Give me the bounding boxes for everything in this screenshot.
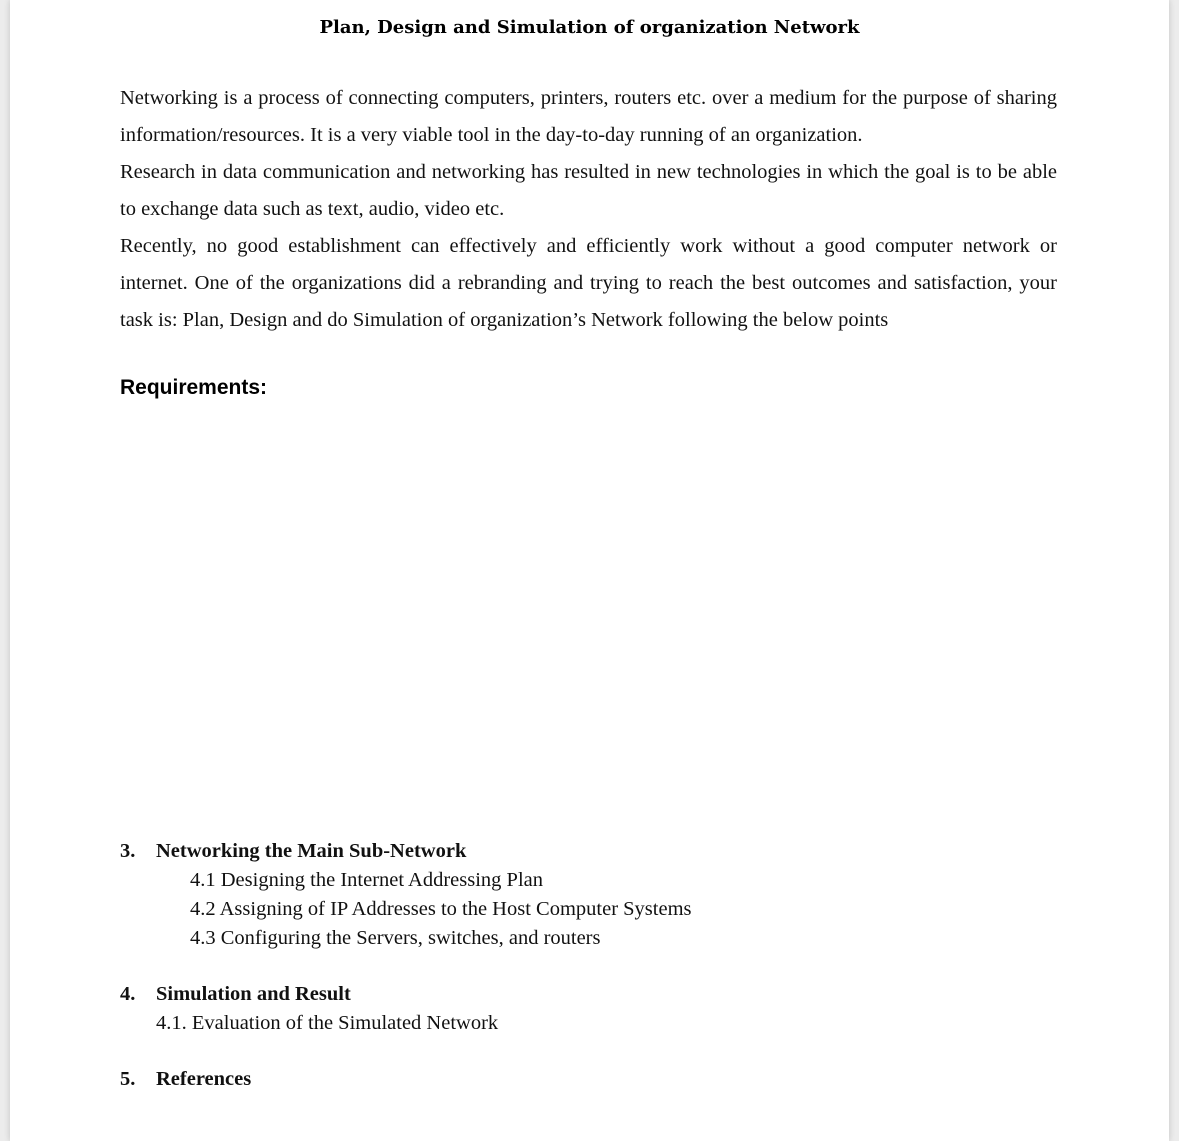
document-title: Plan, Design and Simulation of organization Network <box>319 17 860 38</box>
section-references <box>120 1065 251 1094</box>
section-simulation-and-result <box>120 980 498 1038</box>
section-number: 4. <box>120 983 136 1005</box>
section-title: Simulation and Result <box>156 983 351 1005</box>
list-item: 4.1. Evaluation of the Simulated Network <box>156 1012 499 1034</box>
section-heading <box>120 980 498 1009</box>
paragraph-research: Research in data communication and networking has resulted in new technologies in which the goal is to be able to exchange data such as text, audio, video etc. <box>120 161 1057 220</box>
section-number: 5. <box>120 1068 136 1090</box>
document-page <box>10 0 1169 1141</box>
intro-text <box>120 80 1057 339</box>
list-item: 4.1 Designing the Internet Addressing Plan <box>190 869 544 891</box>
section-networking-main-subnetwork <box>120 837 692 953</box>
section-heading <box>120 837 692 866</box>
section-number: 3. <box>120 840 136 862</box>
paragraph-recently: Recently, no good establishment can effectively and efficiently work without a good computer network or internet. One of the organizations did a rebranding and trying to reach the best outcomes and satisfaction, your task is: Plan, Design and do Simulation of organization’s Network following the below points <box>120 235 1057 331</box>
section-heading <box>120 1065 251 1094</box>
section-title: Networking the Main Sub-Network <box>156 840 467 862</box>
list-item: 4.2 Assigning of IP Addresses to the Host Computer Systems <box>190 898 692 920</box>
paragraph-networking: Networking is a process of connecting computers, printers, routers etc. over a medium for the purpose of sharing information/resources. It is a very viable tool in the day-to-day running of an organization. <box>120 87 1057 146</box>
list-item: 4.3 Configuring the Servers, switches, and routers <box>190 927 601 949</box>
section-title: References <box>156 1068 252 1090</box>
requirements-heading: Requirements: <box>120 376 268 399</box>
